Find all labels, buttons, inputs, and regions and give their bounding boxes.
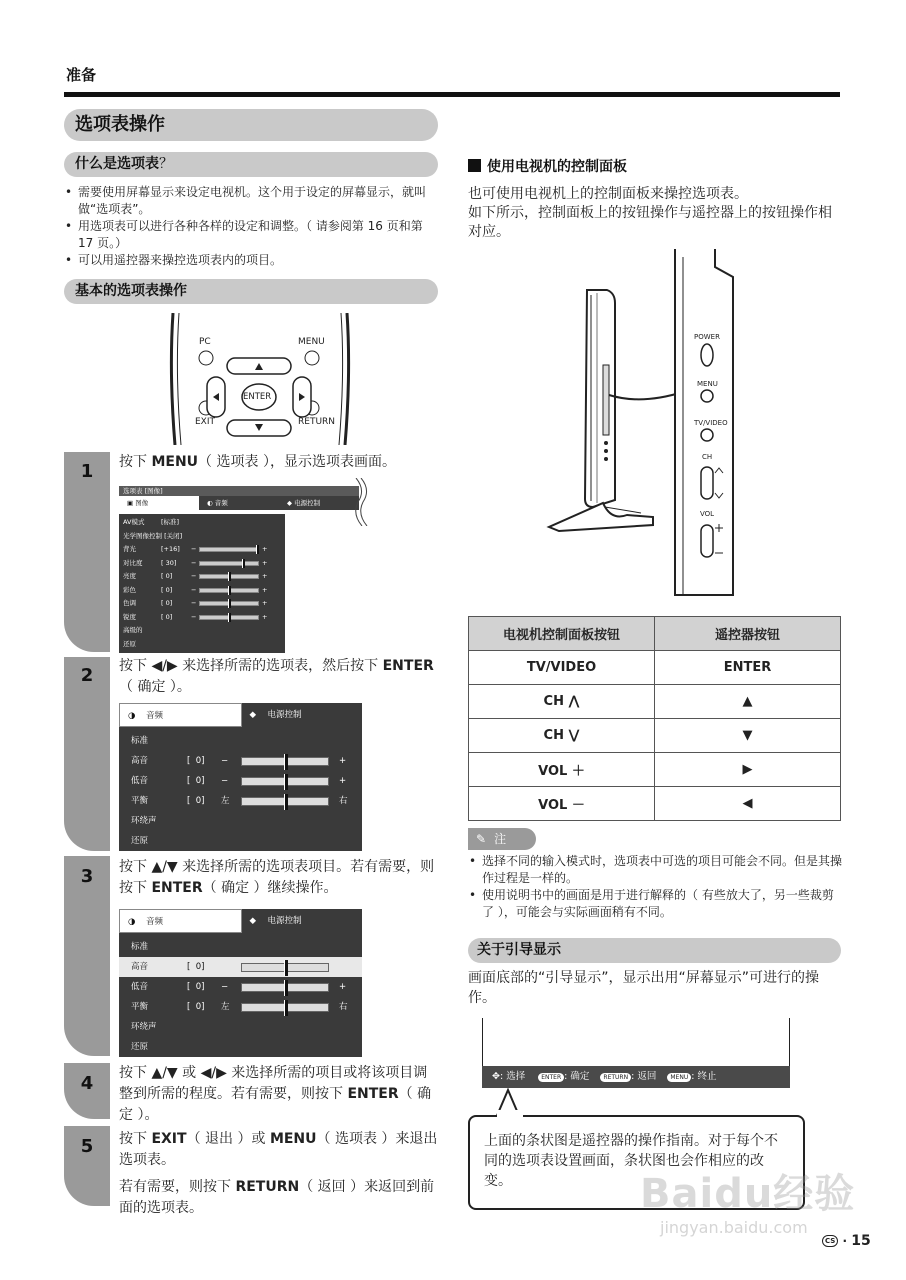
table-header-row (469, 617, 841, 651)
slider-knob[interactable] (284, 794, 288, 810)
remote-button-cell: ▼ (655, 719, 841, 753)
menu-row-label: AV模式 (123, 518, 145, 526)
menu-row-label: 亮度 (123, 572, 136, 580)
step-2-text: 按下 ◀/▶ 来选择所需的选项表，然后按下 ENTER（ 确定 ）。 (119, 658, 434, 695)
level-slider[interactable] (241, 777, 329, 786)
plus-label: + (262, 572, 268, 580)
menu-cut-edge (352, 478, 370, 526)
menu-row[interactable] (123, 557, 281, 571)
page-number: 15 (851, 1233, 871, 1249)
slider-knob[interactable] (284, 960, 288, 976)
panel-button-cell: CH ⋀ (469, 685, 655, 719)
level-slider[interactable] (241, 1003, 329, 1012)
menu-row-label: 环绕声 (131, 1022, 157, 1032)
menu-tabs (119, 909, 362, 933)
plus-label: + (262, 612, 268, 621)
panel-power-label: POWER (694, 333, 720, 341)
slider-right-label: 右 (339, 1002, 348, 1012)
table-row (469, 753, 841, 787)
menu-screen-picture (119, 486, 359, 510)
menu-row-value: [ 0] (161, 585, 173, 594)
menu-button (701, 390, 713, 402)
menu-row[interactable] (123, 543, 281, 557)
menu-row[interactable] (123, 638, 281, 652)
remote-enter-label: ENTER (243, 392, 272, 402)
panel-button-cell: VOL － (469, 787, 655, 821)
menu-row[interactable] (123, 624, 281, 638)
menu-row[interactable] (119, 731, 362, 751)
minus-label: − (191, 558, 197, 567)
vol-rocker (701, 525, 713, 557)
menu-row[interactable] (123, 611, 281, 625)
slider-knob[interactable] (284, 754, 288, 770)
menu-row[interactable] (119, 937, 362, 957)
baidu-watermark: Baidu经验 (640, 1171, 856, 1217)
step-4-number: 4 (80, 1073, 94, 1094)
guide-heading: 关于引导显示 (468, 938, 841, 963)
tab-power[interactable]: ◆ 电源控制 (249, 916, 302, 926)
step-2-tab (64, 657, 110, 851)
slider-knob[interactable] (256, 545, 259, 554)
menu-row-label: 还原 (131, 1042, 149, 1052)
basic-heading: 基本的选项表操作 (64, 279, 438, 304)
menu-row-value: [标准] (161, 518, 180, 526)
menu-row-label: 平衡 (131, 796, 149, 806)
panel-vol-label: VOL (700, 510, 715, 518)
table-row (469, 685, 841, 719)
menu-row[interactable] (123, 597, 281, 611)
slider-knob[interactable] (228, 599, 231, 608)
menu-row-label: 色调 (123, 599, 136, 607)
slider-left-label: 左 (221, 1002, 230, 1012)
menu-row[interactable] (119, 997, 362, 1017)
menu-row-label: 还原 (131, 836, 149, 846)
list-item: • 可以用遥控器来操控选项表内的项目。 (64, 252, 440, 269)
slider-left-label: 左 (221, 796, 230, 806)
header-rule (64, 92, 840, 97)
guide-description: 画面底部的“引导显示”，显示出用“屏幕显示”可进行的操作。 (468, 970, 820, 1006)
step-3-text: 按下 ▲/▼ 来选择所需的选项表项目。若有需要，则按下 ENTER（ 确定 ）继续操作。 (119, 859, 435, 896)
menu-tabs (119, 496, 359, 510)
tab-power[interactable]: ◆ 电源控制 (287, 499, 321, 507)
menu-row-label: 高音 (131, 756, 149, 766)
tab-picture[interactable]: ▣ 图像 (119, 496, 199, 510)
step-4-text: 按下 ▲/▼ 或 ◀/▶ 来选择所需的项目或将该项目调整到所需的程度。若有需要，则按下 ENTER（ 确定 ）。 (119, 1065, 432, 1123)
plus-label: + (262, 558, 268, 567)
guide-callout: 上面的条状图是遥控器的操作指南。对于每个不同的选项表设置画面，条状图也会作相应的改变。 (468, 1115, 805, 1210)
menu-row-value: [ 0] (187, 982, 205, 992)
tvvideo-button (701, 429, 713, 441)
remote-button-cell: ▲ (655, 685, 841, 719)
minus-label: − (191, 572, 197, 580)
menu-row-value: [ 0] (187, 962, 205, 972)
level-slider[interactable] (199, 547, 259, 552)
ch-rocker (701, 467, 713, 499)
slider-knob[interactable] (284, 1000, 288, 1016)
menu-row[interactable] (119, 977, 362, 997)
level-slider[interactable] (199, 588, 259, 593)
direction-pad-icon: ✥ (492, 1071, 500, 1082)
panel-tvvideo-label: TV/VIDEO (694, 419, 728, 427)
page-footer: CS · 15 (822, 1233, 871, 1249)
note-badge: ✎ 注 (468, 828, 536, 850)
menu-row[interactable] (123, 530, 281, 544)
menu-row-label: 光学图像控制 [关闭] (123, 531, 183, 540)
menu-row-label: 彩色 (123, 585, 136, 594)
level-slider[interactable] (241, 797, 329, 806)
menu-row-value: [ 0] (187, 776, 205, 786)
slider-knob[interactable] (228, 613, 231, 622)
pencil-icon: ✎ (476, 832, 487, 846)
return-key-icon: RETURN (600, 1073, 631, 1082)
level-slider[interactable] (199, 574, 259, 579)
square-bullet-icon (468, 159, 481, 172)
slider-left-label: − (221, 756, 229, 766)
panel-ch-label: CH (702, 453, 713, 461)
remote-button-cell: ENTER (655, 651, 841, 685)
remote-button-cell: ◀ (655, 787, 841, 821)
callout-pointer-cover (497, 1110, 523, 1118)
remote-return-label: RETURN (298, 417, 336, 427)
slider-knob[interactable] (284, 774, 288, 790)
level-slider[interactable] (241, 983, 329, 992)
menu-row[interactable] (119, 811, 362, 831)
menu-row[interactable] (119, 771, 362, 791)
menu-row-value: [ 0] (187, 756, 205, 766)
menu-row-label: 低音 (131, 776, 149, 786)
section-label: 准备 (66, 66, 97, 84)
plus-label: + (262, 599, 268, 607)
menu-row-label: 标准 (131, 736, 149, 746)
step-3-number: 3 (80, 866, 94, 887)
slider-right-label: 右 (339, 796, 348, 806)
power-button (701, 344, 713, 366)
menu-tabs (119, 703, 362, 727)
step-5-number: 5 (80, 1136, 94, 1157)
remote-button-cell: ▶ (655, 753, 841, 787)
menu-row[interactable] (119, 1017, 362, 1037)
slider-right-label: + (339, 982, 347, 992)
menu-row-label: 环绕声 (131, 816, 157, 826)
slider-right-label: + (339, 776, 347, 786)
menu-row-label: 还原 (123, 639, 136, 648)
menu-list-picture (119, 514, 285, 652)
menu-row-label: 高级的 (123, 626, 143, 634)
menu-row-label: 高音 (131, 962, 149, 972)
remote-pc-label: PC (199, 337, 211, 347)
enter-key-icon: ENTER (538, 1073, 564, 1082)
panel-button-cell: VOL ＋ (469, 753, 655, 787)
panel-description: 也可使用电视机上的控制面板来操控选项表。 如下所示，控制面板上的按钮操作与遥控器上的按钮操作相对应。 (468, 186, 832, 240)
step-2-number: 2 (80, 665, 94, 686)
tab-power[interactable]: ◆ 电源控制 (249, 710, 302, 720)
list-item: • 使用说明书中的画面是用于进行解释的（ 有些放大了，另一些裁剪了 ），可能会与实际画面稍有不同。 (468, 887, 842, 921)
slider-knob[interactable] (228, 572, 231, 581)
menu-row-value: [ 0] (161, 572, 173, 580)
guide-bar: ✥: 选择 ENTER : 确定 RETURN : 返回 MENU : 终止 (482, 1066, 790, 1088)
menu-row-label: 锐度 (123, 612, 136, 621)
level-slider[interactable] (199, 601, 259, 606)
menu-row-value: [ 0] (187, 1002, 205, 1012)
menu-row[interactable] (119, 831, 362, 851)
list-item: • 选择不同的输入模式时，选项表中可选的项目可能会不同。但是其操作过程是一样的。 (468, 853, 842, 887)
button-mapping-table (468, 616, 841, 821)
remote-menu-label: MENU (298, 337, 325, 347)
menu-row-value: [ 0] (161, 612, 173, 621)
menu-key-icon: MENU (667, 1073, 691, 1082)
table-row (469, 787, 841, 821)
minus-label: − (191, 612, 197, 621)
remote-exit-label: EXIT (195, 417, 216, 427)
slider-left-label: − (221, 982, 229, 992)
tab-audio[interactable]: ◐ 音频 (207, 499, 228, 507)
slider-knob[interactable] (228, 586, 231, 595)
panel-button-cell: TV/VIDEO (469, 651, 655, 685)
menu-row[interactable] (123, 570, 281, 584)
menu-row-label: 对比度 (123, 558, 143, 567)
slider-knob[interactable] (284, 980, 288, 996)
menu-row[interactable] (119, 1037, 362, 1057)
menu-row-label: 平衡 (131, 1002, 149, 1012)
what-is-list (64, 184, 440, 269)
pc-button (199, 351, 213, 365)
minus-label: − (191, 599, 197, 607)
step-5-text: 按下 EXIT（ 退出 ）或 MENU（ 选项表 ）来退出选项表。 若有需要，则按下 RETURN（ 返回 ）来返回到前面的选项表。 (119, 1131, 438, 1216)
menu-screen-audio (119, 703, 362, 851)
list-item: • 用选项表可以进行各种各样的设定和调整。（ 请参阅第 16 页和第 17 页。） (64, 218, 440, 252)
plus-label: + (262, 585, 268, 594)
slider-knob[interactable] (242, 559, 245, 568)
page-title: 选项表操作 (64, 109, 438, 141)
menu-header: 选项表 [图像] (119, 486, 359, 496)
panel-button-cell: CH ⋁ (469, 719, 655, 753)
table-row (469, 719, 841, 753)
menu-row[interactable] (119, 791, 362, 811)
minus-label: − (191, 545, 197, 553)
minus-label: − (191, 585, 197, 594)
step-1-number: 1 (80, 461, 94, 482)
cs-badge: CS (822, 1235, 838, 1247)
menu-row-value: [ 0] (161, 599, 173, 607)
menu-button (305, 351, 319, 365)
baidu-watermark-url: jingyan.baidu.com (660, 1218, 808, 1237)
step-1-text: 按下 MENU（ 选项表 ），显示选项表画面。 (119, 454, 396, 470)
table-header: 电视机控制面板按钮 (469, 617, 655, 651)
level-slider[interactable] (241, 757, 329, 766)
tab-audio[interactable]: ◑ 音频 (119, 703, 242, 727)
note-list (468, 853, 842, 921)
level-slider[interactable] (199, 561, 259, 566)
menu-row-value: [ 30] (161, 558, 177, 567)
table-header: 遥控器按钮 (655, 617, 841, 651)
slider-left-label: − (221, 776, 229, 786)
level-slider[interactable] (241, 963, 329, 972)
slider-right-label: + (339, 756, 347, 766)
menu-row-value: [+16] (161, 545, 180, 553)
menu-row[interactable] (123, 584, 281, 598)
menu-row-label: 背光 (123, 545, 136, 553)
menu-row[interactable] (119, 957, 362, 977)
menu-row-label: 低音 (131, 982, 149, 992)
step-1-tab (64, 452, 110, 652)
panel-heading: 使用电视机的控制面板 (468, 156, 627, 176)
menu-screen-audio-selected (119, 909, 362, 1057)
menu-row-value: [ 0] (187, 796, 205, 806)
plus-label: + (262, 545, 268, 553)
panel-menu-label: MENU (697, 380, 718, 388)
menu-row[interactable] (123, 516, 281, 530)
level-slider[interactable] (199, 615, 259, 620)
menu-row-label: 标准 (131, 942, 149, 952)
what-is-heading: 什么是选项表？ (64, 152, 438, 177)
table-row (469, 651, 841, 685)
menu-row[interactable] (119, 751, 362, 771)
list-item: • 需要使用屏幕显示来设定电视机。这个用于设定的屏幕显示，就叫做“选项表”。 (64, 184, 440, 218)
tab-audio[interactable]: ◑ 音频 (119, 909, 242, 933)
